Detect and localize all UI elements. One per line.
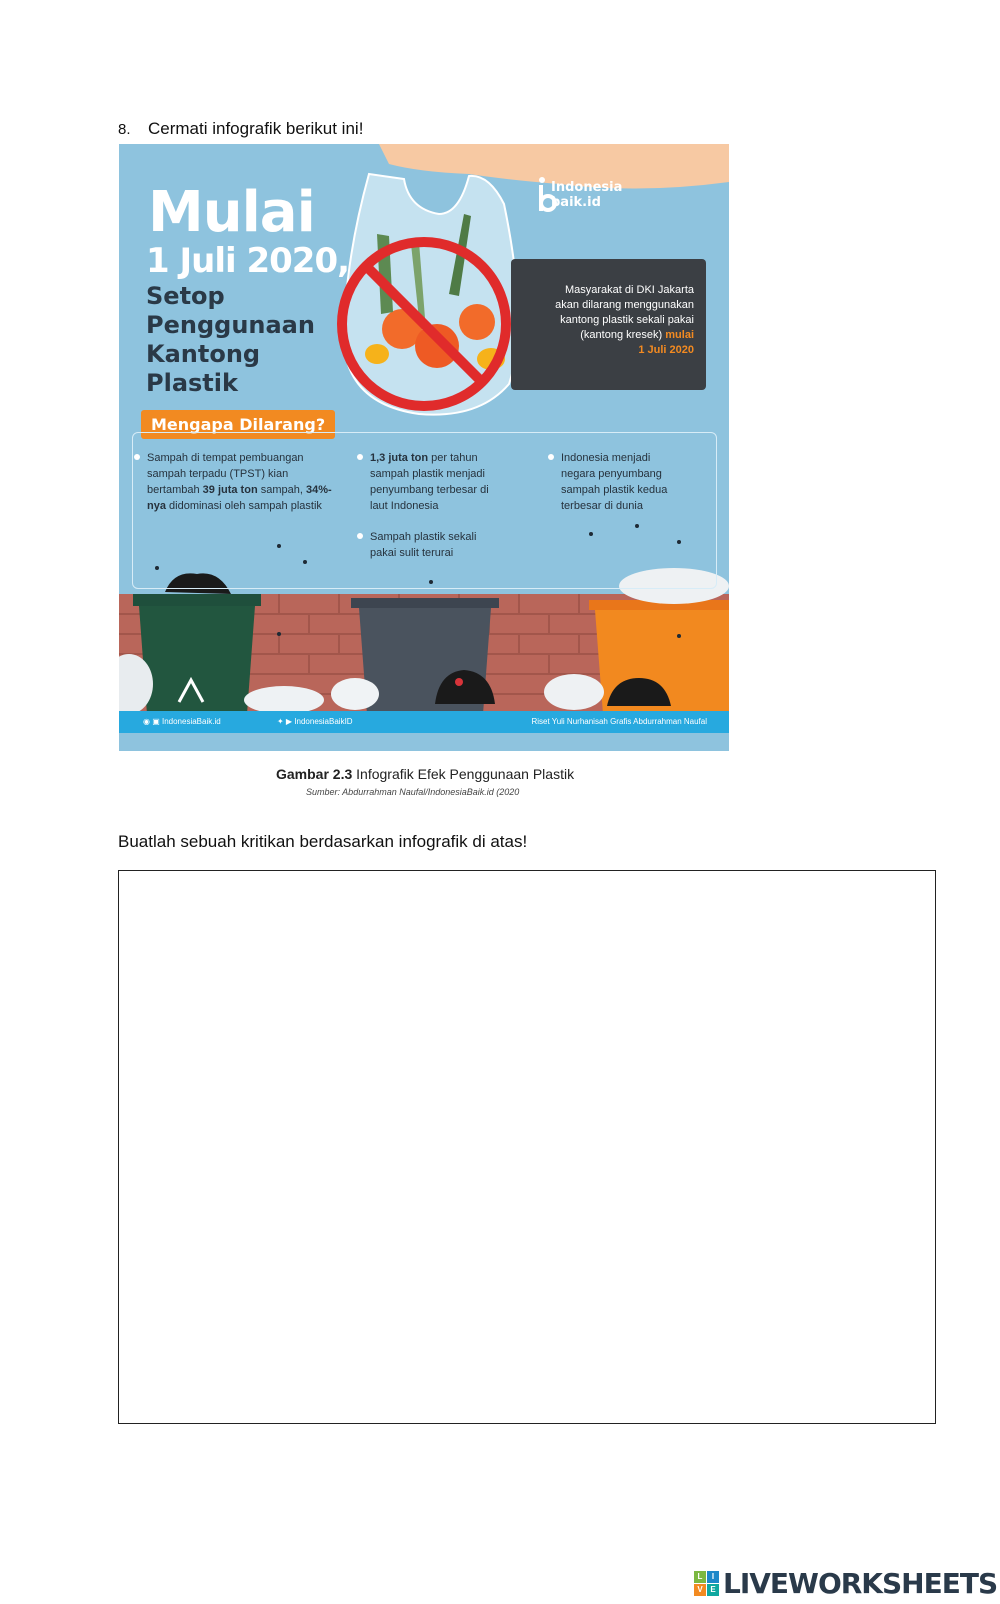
answer-box[interactable] — [118, 870, 936, 1424]
figure-title: Infografik Efek Penggunaan Plastik — [356, 766, 575, 782]
notice-highlight-date: 1 Juli 2020 — [638, 344, 694, 356]
footer-handle-mid: IndonesiaBaikID — [294, 717, 353, 726]
liveworksheets-logo — [694, 1568, 997, 1598]
indonesia-baik-logo — [551, 180, 622, 210]
notice-line-3: kantong plastik sekali pakai — [560, 314, 694, 326]
footer-handle-left: IndonesiaBaik.id — [161, 717, 221, 726]
instruction-text: Buatlah sebuah kritikan berdasarkan infografik di atas! — [118, 832, 528, 851]
infographic-title-mulai: Mulai — [148, 180, 315, 245]
bullet-dot — [357, 533, 363, 539]
question-line — [118, 119, 363, 139]
logo-line-indonesia: Indonesia — [551, 180, 623, 195]
grid-letter-i: I — [707, 1571, 719, 1583]
reason-world-rank-text: Indonesia menjadi negara penyumbang sampah plastik kedua terbesar di dunia — [561, 452, 668, 512]
reason-ocean-text: per tahun sampah plastik menjadi penyumbang terbesar di laut Indonesia — [370, 452, 489, 512]
liveworksheets-wordmark: LIVEWORKSHEETS — [723, 1566, 998, 1600]
bullet-dot — [548, 454, 554, 460]
figure-label: Gambar 2.3 — [276, 766, 353, 782]
infographic-footer — [119, 711, 729, 733]
footer-social-left: ◉ ▣ IndonesiaBaik.id — [143, 717, 221, 726]
footer-credits: Riset Yuli Nurhanisah Grafis Abdurrahman Naufal — [531, 717, 707, 726]
notice-line-2: akan dilarang menggunakan — [555, 299, 694, 311]
infographic-title-date: 1 Juli 2020, — [146, 241, 350, 281]
question-number: 8. — [118, 121, 131, 138]
question-prompt: Cermati infografik berikut ini! — [148, 119, 364, 138]
reason-tpst — [147, 450, 342, 514]
reason-tpst-percent: 34%-nya — [147, 484, 332, 512]
infographic-title-subject: Setop Penggunaan Kantong Plastik — [146, 282, 315, 397]
notice-kresek: (kantong kresek) — [580, 329, 663, 341]
reason-tpst-sampah: sampah, — [260, 484, 303, 496]
reason-decompose-text: Sampah plastik sekali pakai sulit terurai — [370, 531, 477, 559]
grid-letter-l: L — [694, 1571, 706, 1583]
reason-tpst-text: Sampah di tempat pembuangan sampah terpadu (TPST) kian bertambah — [147, 452, 304, 496]
why-banned-label: Mengapa Dilarang? — [141, 410, 335, 439]
notice-box — [511, 259, 706, 390]
figure-caption — [276, 766, 574, 782]
reason-world-rank — [561, 450, 686, 514]
figure-source: Sumber: Abdurrahman Naufal/IndonesiaBaik.id (2020 — [306, 787, 520, 797]
logo-line-baik: baik.id — [551, 195, 601, 210]
liveworksheets-grid-icon — [694, 1571, 719, 1596]
reason-ocean-amount: 1,3 juta ton — [370, 452, 429, 464]
answer-input[interactable] — [119, 871, 935, 1423]
reason-tpst-end: didominasi oleh sampah plastik — [169, 500, 322, 512]
bullet-dot — [357, 454, 363, 460]
notice-line-4 — [519, 328, 694, 343]
notice-line-1: Masyarakat di DKI Jakarta — [565, 284, 694, 296]
grid-letter-e: E — [707, 1584, 719, 1596]
footer-social-mid: ✦ ▶ IndonesiaBaikID — [277, 717, 353, 726]
reason-decompose — [370, 529, 505, 561]
reason-tpst-amount: 39 juta ton — [202, 484, 258, 496]
indonesia-baik-mark-icon — [537, 176, 557, 214]
grid-letter-v: V — [694, 1584, 706, 1596]
plastic-ban-infographic — [119, 144, 729, 751]
bullet-dot — [134, 454, 140, 460]
reason-ocean — [370, 450, 505, 514]
notice-highlight-mulai: mulai — [665, 329, 694, 341]
